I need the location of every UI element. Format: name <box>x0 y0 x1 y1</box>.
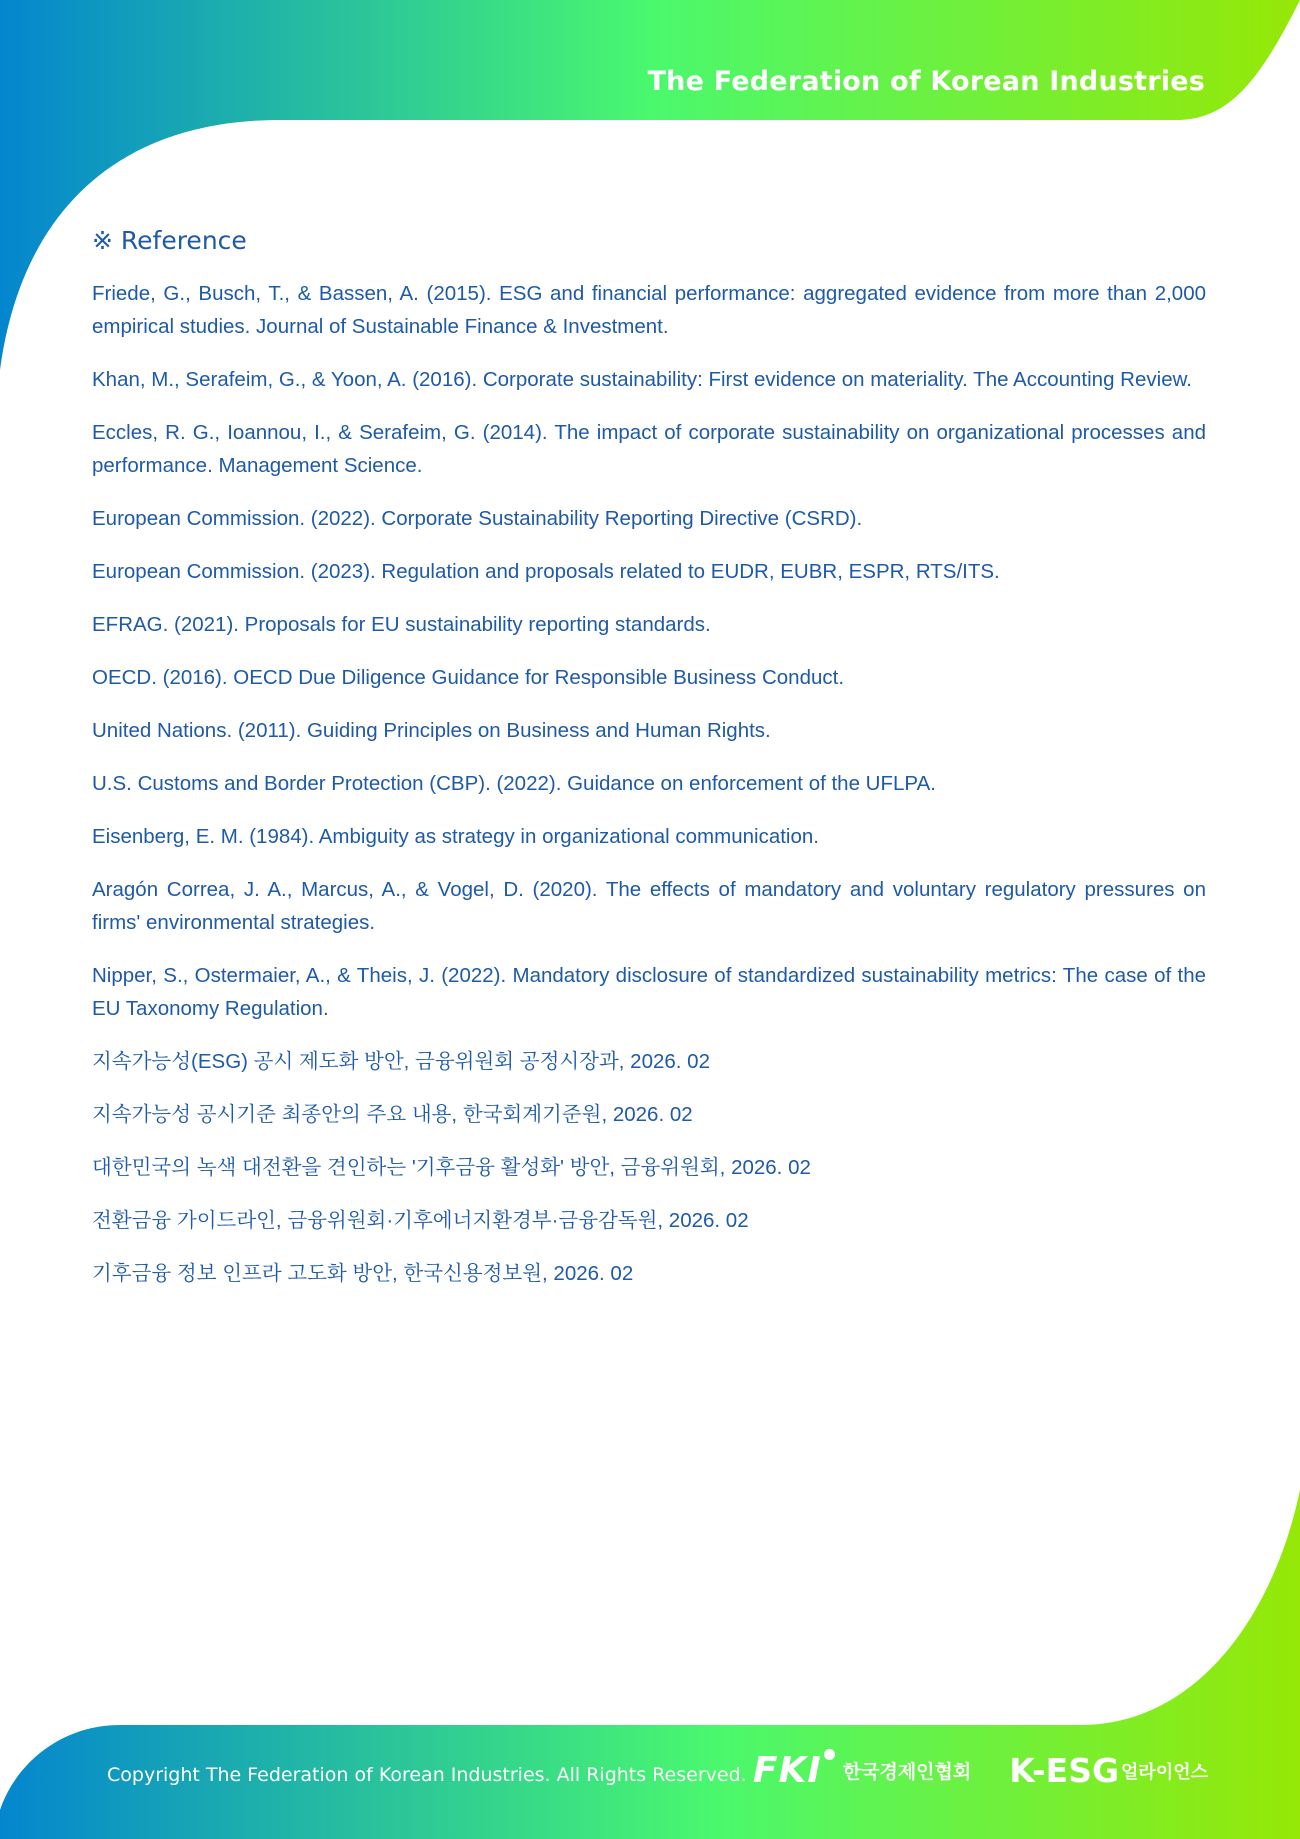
reference-item: 기후금융 정보 인프라 고도화 방안, 한국신용정보원, 2026. 02 <box>92 1262 634 1285</box>
kesg-logo-mark: K-ESG <box>1009 1751 1120 1790</box>
reference-item: Eccles, R. G., Ioannou, I., & Serafeim, G. (2014). The impact of corporate sustainability on organizational processes and performance. Management Science. <box>92 421 1206 477</box>
reference-item: EFRAG. (2021). Proposals for EU sustainability reporting standards. <box>92 613 711 636</box>
footer-copyright: Copyright The Federation of Korean Industries. All Rights Reserved. <box>107 1764 747 1786</box>
reference-item: Khan, M., Serafeim, G., & Yoon, A. (2016). Corporate sustainability: First evidence on materiality. The Accounting Review. <box>92 368 1192 391</box>
reference-item: European Commission. (2022). Corporate Sustainability Reporting Directive (CSRD). <box>92 507 863 530</box>
reference-item: OECD. (2016). OECD Due Diligence Guidance for Responsible Business Conduct. <box>92 666 845 689</box>
reference-item: 대한민국의 녹색 대전환을 견인하는 '기후금융 활성화' 방안, 금융위원회, 2026. 02 <box>92 1156 811 1179</box>
kesg-alliance-logo <box>1009 1751 1208 1790</box>
reference-item: 지속가능성 공시기준 최종안의 주요 내용, 한국회계기준원, 2026. 02 <box>92 1103 693 1126</box>
fki-logo <box>753 1750 971 1791</box>
reference-item: 지속가능성(ESG) 공시 제도화 방안, 금융위원회 공정시장과, 2026. 02 <box>92 1050 710 1073</box>
reference-list <box>92 277 1206 1290</box>
header-title: The Federation of Korean Industries <box>647 66 1205 97</box>
reference-item: U.S. Customs and Border Protection (CBP). (2022). Guidance on enforcement of the UFLPA. <box>92 772 936 795</box>
reference-item: European Commission. (2023). Regulation and proposals related to EUDR, EUBR, ESPR, RTS/ITS. <box>92 560 1000 583</box>
reference-item: United Nations. (2011). Guiding Principles on Business and Human Rights. <box>92 719 771 742</box>
kesg-logo-korean: 얼라이언스 <box>1121 1761 1208 1783</box>
reference-item: 전환금융 가이드라인, 금융위원회·기후에너지환경부·금융감독원, 2026. 02 <box>92 1209 749 1232</box>
reference-item: Friede, G., Busch, T., & Bassen, A. (2015). ESG and financial performance: aggregated evidence from more than 2,000 empirical studies. Journal of Sustainable Finance & Investment. <box>92 282 1206 338</box>
footer-logos <box>753 1750 1208 1791</box>
fki-logo-mark: FKI <box>752 1750 822 1791</box>
reference-item: Eisenberg, E. M. (1984). Ambiguity as strategy in organizational communication. <box>92 825 819 848</box>
fki-logo-korean: 한국경제인협회 <box>842 1761 972 1783</box>
reference-item: Nipper, S., Ostermaier, A., & Theis, J. (2022). Mandatory disclosure of standardized sustainability metrics: The case of the EU Taxonomy Regulation. <box>92 964 1206 1020</box>
reference-heading: ※ Reference <box>92 226 247 255</box>
reference-section <box>92 226 1206 1310</box>
fki-dot-icon <box>824 1749 835 1760</box>
reference-item: Aragón Correa, J. A., Marcus, A., & Vogel, D. (2020). The effects of mandatory and voluntary regulatory pressures on firms' environmental strategies. <box>92 878 1206 934</box>
